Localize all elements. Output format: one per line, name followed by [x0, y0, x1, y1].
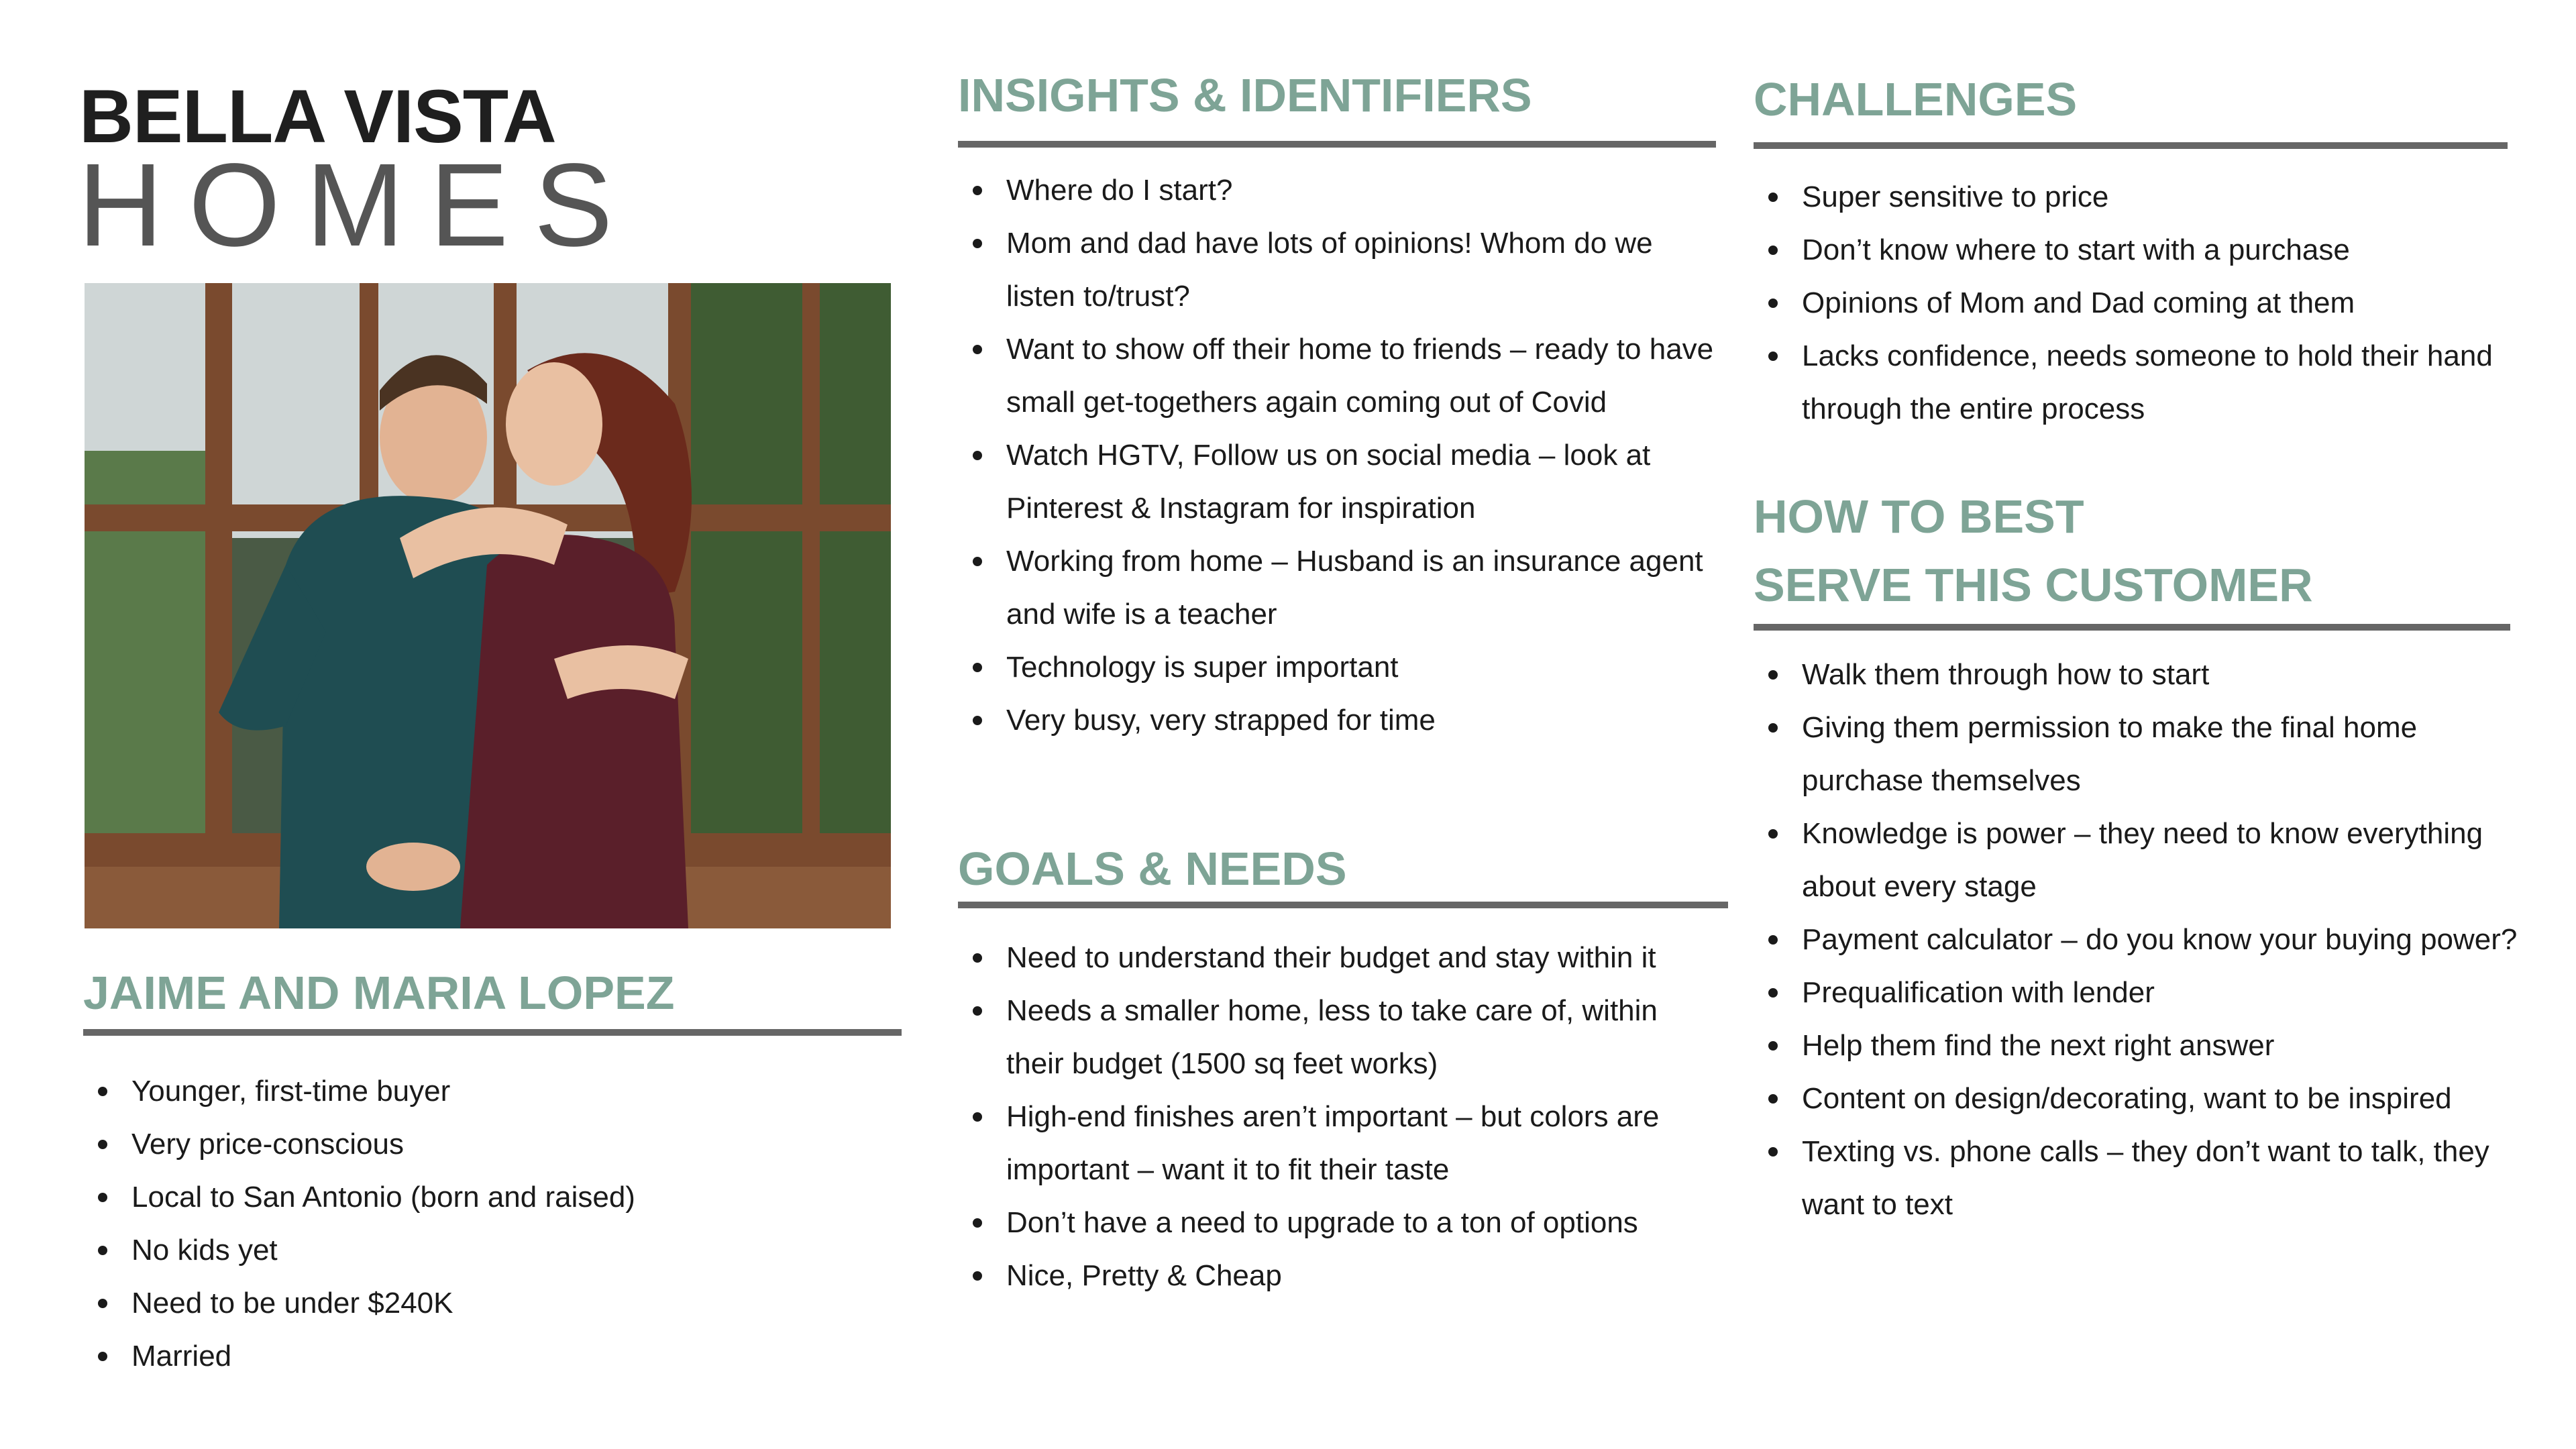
goals-title: GOALS & NEEDS: [958, 843, 1347, 895]
list-item: Needs a smaller home, less to take care of, within their budget (1500 sq feet works): [958, 984, 1709, 1090]
list-item: Local to San Antonio (born and raised): [83, 1171, 902, 1224]
brand-subname: HOMES: [78, 140, 639, 271]
challenges-divider: [1754, 142, 2508, 149]
list-item: Super sensitive to price: [1754, 170, 2512, 223]
list-item: Knowledge is power – they need to know everything about every stage: [1754, 807, 2532, 913]
list-item: Payment calculator – do you know your buying power?: [1754, 913, 2532, 966]
list-item: Nice, Pretty & Cheap: [958, 1249, 1709, 1302]
list-item: Texting vs. phone calls – they don’t want to talk, they want to text: [1754, 1125, 2532, 1231]
list-item: Need to be under $240K: [83, 1277, 902, 1330]
challenges-title: CHALLENGES: [1754, 73, 2078, 125]
list-item: No kids yet: [83, 1224, 902, 1277]
insights-list: [958, 164, 1729, 747]
persona-divider: [83, 1029, 902, 1036]
list-item: Giving them permission to make the final home purchase themselves: [1754, 701, 2532, 807]
list-item: Working from home – Husband is an insurance agent and wife is a teacher: [958, 535, 1729, 641]
persona-list: [83, 1065, 902, 1383]
serve-title-line1: HOW TO BEST: [1754, 490, 2084, 543]
list-item: Want to show off their home to friends – ready to have small get-togethers again coming out of Covid: [958, 323, 1729, 429]
list-item: Opinions of Mom and Dad coming at them: [1754, 276, 2512, 329]
list-item: Watch HGTV, Follow us on social media – look at Pinterest & Instagram for inspiration: [958, 429, 1729, 535]
serve-title-line2: SERVE THIS CUSTOMER: [1754, 559, 2313, 611]
list-item: Need to understand their budget and stay within it: [958, 931, 1709, 984]
insights-divider: [958, 141, 1716, 148]
list-item: Lacks confidence, needs someone to hold their hand through the entire process: [1754, 329, 2512, 435]
list-item: Don’t know where to start with a purchase: [1754, 223, 2512, 276]
list-item: Prequalification with lender: [1754, 966, 2532, 1019]
brand-name: BELLA VISTA: [79, 74, 556, 158]
list-item: Where do I start?: [958, 164, 1729, 217]
list-item: Help them find the next right answer: [1754, 1019, 2532, 1072]
goals-divider: [958, 902, 1728, 908]
list-item: Married: [83, 1330, 902, 1383]
list-item: Walk them through how to start: [1754, 648, 2532, 701]
list-item: Very busy, very strapped for time: [958, 694, 1729, 747]
goals-list: [958, 931, 1709, 1302]
insights-title: INSIGHTS & IDENTIFIERS: [958, 69, 1532, 121]
persona-title: JAIME AND MARIA LOPEZ: [83, 967, 675, 1019]
list-item: Mom and dad have lots of opinions! Whom do we listen to/trust?: [958, 217, 1729, 323]
serve-divider: [1754, 624, 2510, 631]
list-item: Technology is super important: [958, 641, 1729, 694]
serve-list: [1754, 648, 2532, 1231]
photo-illustration: [85, 283, 891, 928]
list-item: High-end finishes aren’t important – but colors are important – want it to fit their taste: [958, 1090, 1709, 1196]
list-item: Very price-conscious: [83, 1118, 902, 1171]
challenges-list: [1754, 170, 2512, 435]
list-item: Content on design/decorating, want to be inspired: [1754, 1072, 2532, 1125]
list-item: Don’t have a need to upgrade to a ton of options: [958, 1196, 1709, 1249]
couple-photo: [85, 283, 891, 928]
list-item: Younger, first-time buyer: [83, 1065, 902, 1118]
